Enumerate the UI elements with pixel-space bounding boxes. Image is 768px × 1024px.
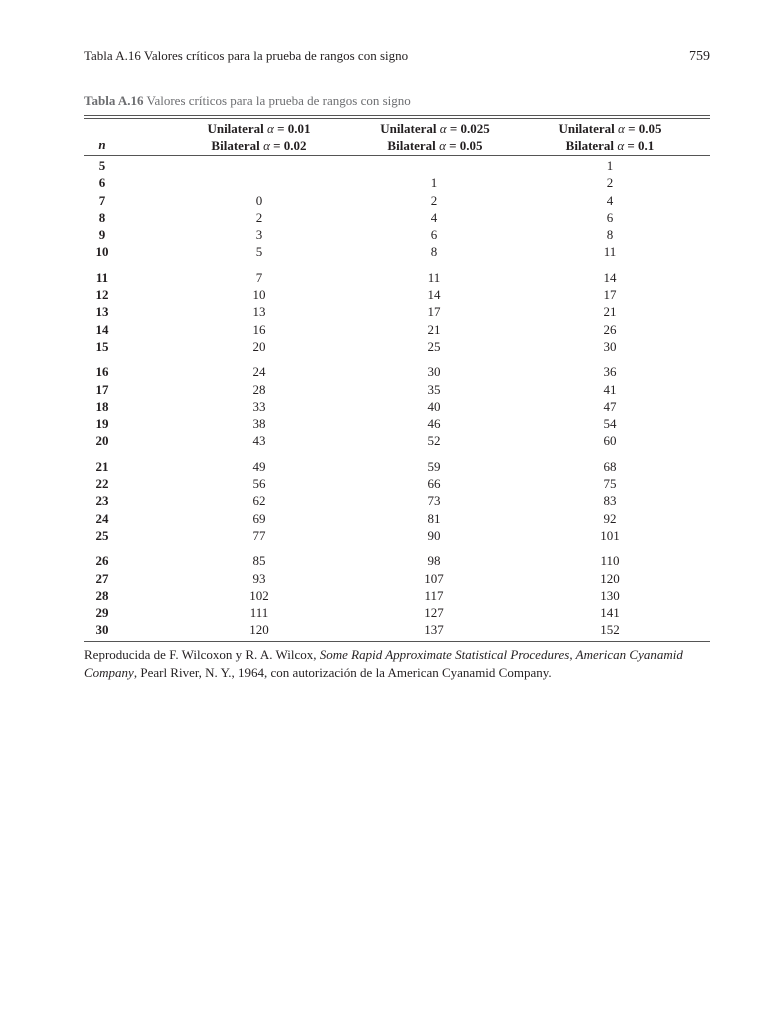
table-row: [84, 363, 710, 380]
table-row: [84, 321, 710, 338]
cell-n: 8: [98, 209, 106, 225]
cell-n: 18: [95, 398, 109, 414]
table-row: [84, 269, 710, 286]
cell-value: 14: [427, 287, 441, 303]
cell-value: 130: [600, 587, 620, 603]
cell-value: 8: [430, 244, 438, 260]
cell-value: 117: [424, 587, 444, 603]
cell-value: 16: [252, 321, 266, 337]
cell-n: 15: [95, 338, 109, 354]
cell-value: 98: [427, 553, 441, 569]
table-row: [84, 226, 710, 243]
table-top-rule: [84, 115, 710, 116]
cell-value: 38: [252, 416, 266, 432]
cell-value: 49: [252, 458, 266, 474]
cell-n: 20: [95, 433, 109, 449]
cell-value: 17: [427, 304, 441, 320]
cell-n: 5: [98, 158, 106, 173]
cell-n: 26: [95, 553, 109, 569]
cell-value: 127: [424, 605, 444, 621]
table-row: [84, 381, 710, 398]
cell-value: 30: [603, 338, 617, 354]
cell-n: 30: [95, 622, 109, 638]
cell-value: 60: [603, 433, 617, 449]
row-group: [84, 458, 710, 544]
cell-n: 29: [95, 605, 109, 621]
cell-n: 28: [95, 587, 109, 603]
cell-n: 22: [95, 476, 109, 492]
cell-value: 3: [255, 227, 263, 243]
cell-value: 6: [430, 227, 438, 243]
row-group: [84, 269, 710, 355]
table-row: [84, 492, 710, 509]
running-head: [84, 48, 710, 65]
cell-value: 43: [252, 433, 266, 449]
cell-value: 24: [252, 364, 266, 380]
cell-value: 1: [430, 175, 438, 191]
cell-value: 4: [606, 192, 614, 208]
column-header-3-line2: Bilateral α = 0.1: [565, 137, 655, 153]
table-row: [84, 552, 710, 569]
column-header-1-line1: Unilateral α = 0.01: [207, 121, 311, 136]
table-body: [84, 157, 710, 647]
cell-value: 36: [603, 364, 617, 380]
cell-value: 1: [606, 158, 614, 173]
column-header-2: [342, 121, 528, 154]
cell-value: 54: [603, 416, 617, 432]
cell-n: 11: [95, 269, 109, 285]
cell-value: 21: [427, 321, 441, 337]
cell-n: 27: [95, 570, 109, 586]
table-row: [84, 432, 710, 449]
column-header-n: n: [98, 137, 106, 152]
table-top-rule-inner: [84, 118, 710, 119]
table-row: [84, 570, 710, 587]
cell-value: 14: [603, 269, 617, 285]
table-row: [84, 527, 710, 544]
column-header-3: [517, 121, 703, 154]
cell-value: 66: [427, 476, 441, 492]
table-row: [84, 338, 710, 355]
cell-value: 101: [600, 527, 620, 543]
cell-value: 7: [255, 269, 263, 285]
cell-value: 28: [252, 381, 266, 397]
cell-value: 26: [603, 321, 617, 337]
cell-n: 16: [95, 364, 109, 380]
cell-n: 25: [95, 527, 109, 543]
cell-value: 92: [603, 510, 617, 526]
source-note: [84, 646, 704, 681]
cell-value: 40: [427, 398, 441, 414]
source-note-prefix: Reproducida de F. Wilcoxon y R. A. Wilcox,: [84, 647, 320, 662]
cell-value: 111: [249, 605, 269, 621]
cell-n: 17: [95, 381, 109, 397]
table-caption: [84, 93, 411, 109]
cell-value: 81: [427, 510, 441, 526]
cell-value: 6: [606, 209, 614, 225]
table-row: [84, 157, 710, 174]
cell-value: 56: [252, 476, 266, 492]
cell-value: 152: [600, 622, 620, 638]
cell-n: 10: [95, 244, 109, 260]
table-row: [84, 475, 710, 492]
table-caption-text: Valores críticos para la prueba de rangos con signo: [146, 93, 411, 108]
cell-value: 59: [427, 458, 441, 474]
cell-value: 20: [252, 338, 266, 354]
table-row: [84, 174, 710, 191]
cell-value: 11: [427, 269, 441, 285]
cell-value: 0: [255, 192, 263, 208]
cell-value: 73: [427, 493, 441, 509]
cell-value: 62: [252, 493, 266, 509]
table-row: [84, 192, 710, 209]
column-header-2-line1: Unilateral α = 0.025: [380, 121, 490, 136]
cell-value: 102: [249, 587, 269, 603]
cell-value: 25: [427, 338, 441, 354]
table-row: [84, 587, 710, 604]
cell-value: 52: [427, 433, 441, 449]
cell-value: 46: [427, 416, 441, 432]
source-note-title: Some Rapid Approximate Statistical Procedures, American Cyanamid Company: [84, 647, 683, 680]
column-header-3-line1: Unilateral α = 0.05: [558, 121, 662, 136]
cell-value: 5: [255, 244, 263, 260]
row-group: [84, 157, 710, 261]
column-header-1-line2: Bilateral α = 0.02: [211, 137, 307, 153]
column-header-1: [166, 121, 352, 154]
cell-value: 75: [603, 476, 617, 492]
cell-value: 120: [600, 570, 620, 586]
cell-value: 85: [252, 553, 266, 569]
cell-n: 7: [98, 192, 106, 208]
table-row: [84, 286, 710, 303]
cell-value: 69: [252, 510, 266, 526]
cell-value: 68: [603, 458, 617, 474]
cell-value: 8: [606, 227, 614, 243]
cell-n: 6: [98, 175, 106, 191]
cell-value: 10: [252, 287, 266, 303]
table-row: [84, 303, 710, 320]
cell-value: 11: [603, 244, 617, 260]
cell-value: 93: [252, 570, 266, 586]
cell-value: 110: [600, 553, 620, 569]
table-row: [84, 398, 710, 415]
table-row: [84, 604, 710, 621]
cell-value: 4: [430, 209, 438, 225]
cell-value: 21: [603, 304, 617, 320]
table-bottom-rule: [84, 641, 710, 642]
cell-value: 107: [424, 570, 444, 586]
cell-value: 2: [430, 192, 438, 208]
cell-value: 2: [255, 209, 263, 225]
cell-n: 9: [98, 227, 106, 243]
cell-n: 24: [95, 510, 109, 526]
cell-value: 47: [603, 398, 617, 414]
cell-value: 30: [427, 364, 441, 380]
cell-value: 83: [603, 493, 617, 509]
cell-value: 77: [252, 527, 266, 543]
cell-value: 137: [424, 622, 444, 638]
table-caption-label: Tabla A.16: [84, 93, 144, 108]
cell-n: 13: [95, 304, 109, 320]
cell-n: 21: [95, 458, 109, 474]
table-row: [84, 510, 710, 527]
cell-value: 90: [427, 527, 441, 543]
cell-value: 13: [252, 304, 266, 320]
table-row: [84, 621, 710, 638]
row-group: [84, 363, 710, 449]
table-row: [84, 209, 710, 226]
cell-value: 33: [252, 398, 266, 414]
table-header-rule: [84, 155, 710, 156]
table-row: [84, 415, 710, 432]
cell-value: 35: [427, 381, 441, 397]
cell-value: 41: [603, 381, 617, 397]
cell-value: 120: [249, 622, 269, 638]
cell-n: 14: [95, 321, 109, 337]
cell-n: 23: [95, 493, 109, 509]
page-number: 759: [689, 49, 710, 64]
row-group: [84, 552, 710, 638]
column-header-2-line2: Bilateral α = 0.05: [387, 137, 483, 153]
table-row: [84, 243, 710, 260]
cell-n: 19: [95, 416, 109, 432]
running-head-title: Tabla A.16 Valores críticos para la prueba de rangos con signo: [84, 48, 409, 63]
cell-n: 12: [95, 287, 109, 303]
cell-value: 17: [603, 287, 617, 303]
source-note-suffix: , Pearl River, N. Y., 1964, con autorización de la American Cyanamid Company.: [133, 664, 552, 680]
table-row: [84, 458, 710, 475]
cell-value: 141: [600, 605, 620, 621]
cell-value: 2: [606, 175, 614, 191]
